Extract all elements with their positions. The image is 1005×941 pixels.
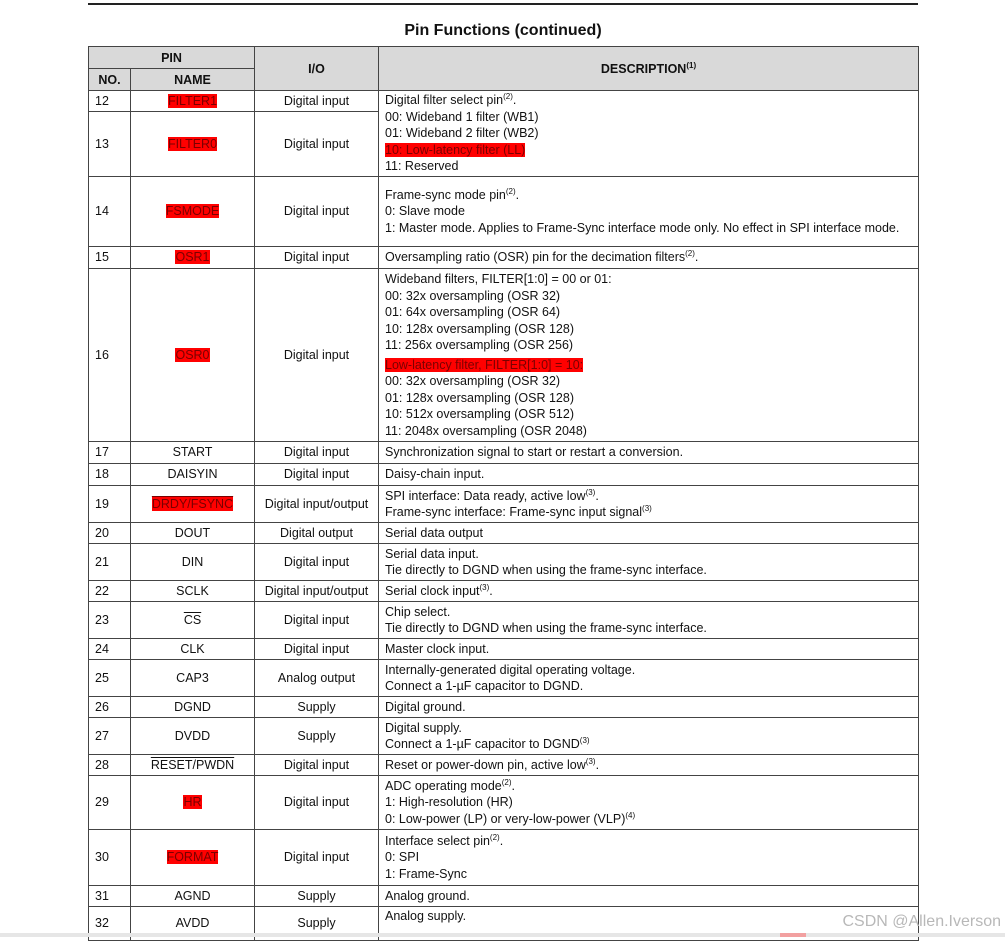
footnote-ref: (3): [579, 736, 590, 745]
table-row: [89, 247, 919, 269]
desc-line: 01: Wideband 2 filter (WB2): [385, 126, 539, 141]
desc-text: ADC operating mode: [385, 778, 502, 793]
desc-line: 0: SPI: [385, 850, 420, 865]
table-row: [89, 830, 919, 886]
pin-name-text: $\overline{CS}$: [183, 612, 202, 627]
desc-line: Chip select.: [385, 604, 451, 619]
pin-name: [131, 269, 255, 442]
pin-no: 17: [89, 442, 131, 464]
desc-punct: .: [515, 187, 520, 202]
desc-line: 11: 256x oversampling (OSR 256): [385, 338, 574, 352]
footnote-ref: (2): [505, 186, 516, 196]
desc-line: [385, 357, 912, 374]
table-row: [89, 544, 919, 581]
header-row-1: [89, 47, 919, 69]
pin-name: DIN: [131, 544, 255, 581]
pin-no: 22: [89, 581, 131, 602]
table-row: [89, 269, 919, 442]
pin-io: Digital input: [255, 830, 379, 886]
pin-name: [131, 177, 255, 247]
desc-line: [385, 142, 912, 159]
desc-line: [385, 504, 912, 521]
desc-line: [385, 811, 912, 828]
pin-name: [131, 112, 255, 177]
desc-line: 0: Slave mode: [385, 204, 465, 219]
table-row: [89, 660, 919, 697]
desc-line: [385, 833, 912, 850]
footnote-ref: (2): [501, 777, 512, 787]
pin-io: Digital input/output: [255, 486, 379, 523]
desc-text: Reset or power-down pin, active low: [385, 757, 586, 772]
pin-description: [379, 718, 919, 755]
pin-description: [379, 177, 919, 247]
header-name: NAME: [131, 69, 255, 91]
pin-description: [379, 830, 919, 886]
pin-name-highlight: FSMODE: [165, 204, 220, 219]
pin-name-highlight: OSR0: [175, 347, 210, 362]
desc-text: Frame-sync interface: Frame-sync input signal: [385, 505, 643, 519]
desc-text: Connect a 1-µF capacitor to DGND: [385, 737, 580, 751]
pin-io: Digital input: [255, 755, 379, 776]
pin-name: [131, 247, 255, 269]
footnote-ref: (2): [685, 249, 695, 259]
desc-line: 00: 32x oversampling (OSR 32): [385, 374, 561, 388]
desc-line: 1: Master mode. Applies to Frame-Sync interface mode only. No effect in SPI interface mode.: [385, 220, 900, 235]
pin-name: [131, 830, 255, 886]
table-row: [89, 776, 919, 830]
desc-line: 11: 2048x oversampling (OSR 2048): [385, 423, 587, 438]
desc-text: 0: Low-power (LP) or very-low-power (VLP): [385, 811, 626, 826]
desc-line: Serial data input.: [385, 546, 479, 561]
pin-io: Digital input: [255, 639, 379, 660]
pin-io: Digital input: [255, 464, 379, 486]
header-io: I/O: [255, 47, 379, 91]
table-row: [89, 886, 919, 907]
desc-line: 11: Reserved: [385, 159, 459, 174]
footnote-ref: (4): [625, 810, 636, 820]
desc-text: SPI interface: Data ready, active low: [385, 488, 586, 503]
table-row: [89, 755, 919, 776]
pin-functions-table: [88, 46, 919, 941]
desc-line: Digital supply.: [385, 720, 462, 735]
pin-description: [379, 602, 919, 639]
pin-name-text: RESET/PWDN: [150, 757, 235, 772]
pin-name: [131, 91, 255, 112]
pin-no: 31: [89, 886, 131, 907]
bottom-band: [0, 933, 1005, 937]
pin-no: 16: [89, 269, 131, 442]
pin-no: 13: [89, 112, 131, 177]
header-description: [379, 47, 919, 91]
desc-text: Oversampling ratio (OSR) pin for the decimation filters: [385, 250, 686, 265]
desc-line: Internally-generated digital operating voltage.: [385, 662, 636, 677]
pin-io: Supply: [255, 907, 379, 941]
pin-name-highlight: FORMAT: [166, 850, 219, 865]
footnote-ref: (2): [489, 832, 500, 842]
pin-name: DAISYIN: [131, 464, 255, 486]
pin-no: 30: [89, 830, 131, 886]
table-row: [89, 177, 919, 247]
pin-no: 27: [89, 718, 131, 755]
pin-io: Digital input: [255, 177, 379, 247]
pin-no: 19: [89, 486, 131, 523]
desc-line: [385, 778, 912, 795]
header-pin: PIN: [89, 47, 255, 69]
footnote-ref: (3): [642, 504, 652, 513]
pin-no: 20: [89, 523, 131, 544]
header-description-label: DESCRIPTION: [600, 61, 687, 76]
pin-name-highlight: HR: [183, 795, 202, 810]
pin-name: SCLK: [131, 581, 255, 602]
pin-name: START: [131, 442, 255, 464]
desc-line: 00: Wideband 1 filter (WB1): [385, 109, 539, 124]
pin-name-highlight: FILTER1: [167, 93, 218, 108]
pin-name: CLK: [131, 639, 255, 660]
desc-line: [385, 488, 912, 505]
pin-description: Digital ground.: [379, 697, 919, 718]
pin-io: Supply: [255, 697, 379, 718]
pin-io: Digital input/output: [255, 581, 379, 602]
table-row: [89, 697, 919, 718]
footnote-ref: (3): [479, 582, 490, 592]
table-row: [89, 602, 919, 639]
desc-punct: .: [499, 833, 504, 848]
pin-name-highlight: FILTER0: [167, 136, 218, 151]
desc-line: 10: 128x oversampling (OSR 128): [385, 321, 574, 336]
pin-name: [131, 486, 255, 523]
pin-io: Analog output: [255, 660, 379, 697]
pin-no: 25: [89, 660, 131, 697]
pin-io: Digital input: [255, 91, 379, 112]
table-row: [89, 718, 919, 755]
desc-highlight: Low-latency filter, FILTER[1:0] = 10:: [385, 357, 584, 372]
pin-name: AGND: [131, 886, 255, 907]
pin-no: 28: [89, 755, 131, 776]
desc-text: Digital filter select pin: [385, 93, 504, 108]
pin-description: [379, 269, 919, 442]
desc-line: 1: Frame-Sync: [385, 866, 467, 881]
pin-description: Master clock input.: [379, 639, 919, 660]
pin-name: DOUT: [131, 523, 255, 544]
desc-line: [385, 736, 912, 753]
table-row: [89, 523, 919, 544]
desc-punct: .: [489, 583, 493, 598]
header-no: NO.: [89, 69, 131, 91]
watermark: CSDN @Allen.Iverson: [842, 913, 1001, 930]
desc-punct: .: [595, 488, 599, 503]
header-description-note: (1): [686, 60, 697, 70]
pin-io: Digital input: [255, 442, 379, 464]
pin-io: Digital input: [255, 776, 379, 830]
desc-punct: .: [512, 93, 517, 108]
pin-name: [131, 602, 255, 639]
table-row: [89, 639, 919, 660]
desc-line: 00: 32x oversampling (OSR 32): [385, 288, 561, 303]
desc-line: Tie directly to DGND when using the frame-sync interface.: [385, 621, 707, 635]
pin-description: Analog ground.: [379, 886, 919, 907]
desc-punct: .: [694, 250, 699, 265]
desc-line: Tie directly to DGND when using the frame-sync interface.: [385, 563, 707, 577]
desc-line: Connect a 1-µF capacitor to DGND.: [385, 679, 584, 693]
pin-description: [379, 247, 919, 269]
pin-description: [379, 581, 919, 602]
desc-line: 1: High-resolution (HR): [385, 795, 513, 810]
desc-line: [385, 249, 912, 266]
pin-name-highlight: DRDY/FSYNC: [151, 496, 234, 511]
desc-line: 01: 128x oversampling (OSR 128): [385, 390, 574, 405]
desc-line: 01: 64x oversampling (OSR 64): [385, 305, 561, 319]
pin-name: [131, 755, 255, 776]
pin-description: [379, 755, 919, 776]
pin-name-highlight: OSR1: [175, 250, 210, 265]
pin-no: 26: [89, 697, 131, 718]
pin-name: CAP3: [131, 660, 255, 697]
pin-io: Digital input: [255, 112, 379, 177]
desc-line: Wideband filters, FILTER[1:0] = 00 or 01:: [385, 272, 612, 286]
pin-description: [379, 776, 919, 830]
footnote-ref: (2): [503, 92, 513, 102]
desc-highlight: 10: Low-latency filter (LL): [385, 142, 526, 157]
bottom-mark: [780, 933, 806, 937]
pin-no: 32: [89, 907, 131, 941]
footnote-ref: (3): [585, 487, 596, 497]
table-row: [89, 91, 919, 112]
desc-text: Serial clock input: [385, 583, 480, 598]
pin-io: Digital input: [255, 544, 379, 581]
desc-line: Analog supply.: [385, 909, 467, 923]
desc-punct: .: [511, 778, 515, 793]
footnote-ref: (3): [585, 756, 596, 766]
desc-line: [385, 92, 912, 109]
pin-description: [379, 660, 919, 697]
page-title: Pin Functions (continued): [404, 22, 602, 39]
pin-io: Digital output: [255, 523, 379, 544]
pin-description: [379, 486, 919, 523]
table-row: [89, 581, 919, 602]
pin-name: DVDD: [131, 718, 255, 755]
desc-line: [385, 187, 912, 204]
pin-no: 23: [89, 602, 131, 639]
table-row: [89, 486, 919, 523]
pin-io: Digital input: [255, 269, 379, 442]
pin-name: [131, 776, 255, 830]
pin-description: Daisy-chain input.: [379, 464, 919, 486]
pin-description: Synchronization signal to start or restart a conversion.: [379, 442, 919, 464]
pin-description: [379, 91, 919, 177]
pin-io: Supply: [255, 718, 379, 755]
pin-no: 12: [89, 91, 131, 112]
pin-name: DGND: [131, 697, 255, 718]
pin-no: 21: [89, 544, 131, 581]
pin-name: AVDD: [131, 907, 255, 941]
pin-no: 24: [89, 639, 131, 660]
pin-no: 15: [89, 247, 131, 269]
table-row: [89, 464, 919, 486]
pin-description: Serial data output: [379, 523, 919, 544]
pin-no: 14: [89, 177, 131, 247]
desc-line: 10: 512x oversampling (OSR 512): [385, 407, 574, 421]
top-rule: [88, 3, 918, 5]
desc-punct: .: [595, 757, 600, 772]
desc-text: Interface select pin: [385, 833, 490, 848]
table-row: [89, 442, 919, 464]
pin-no: 29: [89, 776, 131, 830]
pin-io: Supply: [255, 886, 379, 907]
pin-description: [379, 544, 919, 581]
desc-text: Frame-sync mode pin: [385, 187, 506, 202]
pin-no: 18: [89, 464, 131, 486]
pin-io: Digital input: [255, 602, 379, 639]
pin-io: Digital input: [255, 247, 379, 269]
